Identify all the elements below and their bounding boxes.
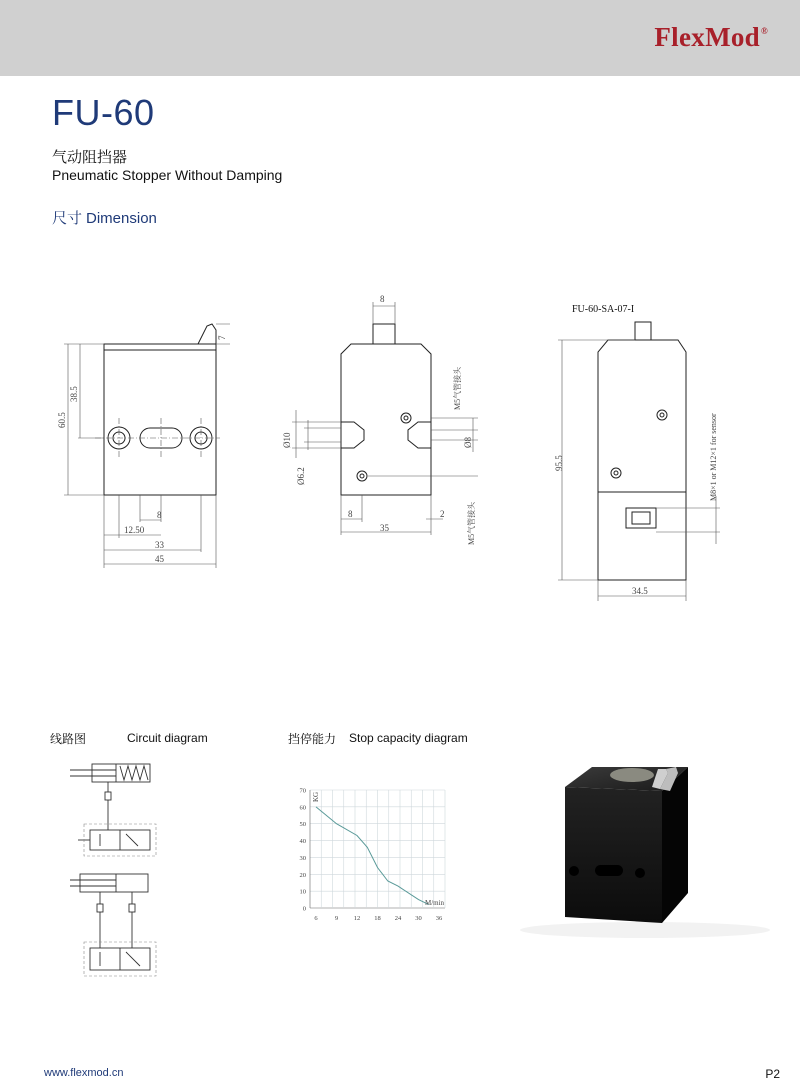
x-tick-label: 9 bbox=[334, 915, 339, 922]
side-view-drawing bbox=[278, 290, 488, 550]
y-tick-label: 20 bbox=[299, 871, 306, 879]
y-axis-label: KG bbox=[312, 791, 320, 802]
y-tick-label: 30 bbox=[299, 854, 306, 862]
dim-label: 34.5 bbox=[632, 586, 648, 596]
y-tick-label: 40 bbox=[299, 838, 306, 846]
dim-label: 8 bbox=[348, 509, 353, 519]
x-axis-label: M/min bbox=[425, 899, 445, 907]
x-tick-label: 18 bbox=[374, 915, 381, 922]
stop-capacity-chart bbox=[280, 780, 465, 925]
page-number: P2 bbox=[765, 1067, 780, 1081]
dim-label: M5气管接头 bbox=[467, 501, 476, 545]
dim-label: Ø8 bbox=[463, 437, 473, 448]
product-model: FU-60 bbox=[52, 92, 155, 133]
dimension-title bbox=[52, 207, 161, 228]
front-view-drawing bbox=[50, 310, 230, 575]
dimension-title-en: Dimension bbox=[86, 210, 157, 227]
header-bar bbox=[0, 0, 800, 76]
brand-logo: FlexMod® bbox=[654, 22, 768, 52]
x-tick-label: 30 bbox=[415, 915, 422, 922]
footer-url[interactable]: www.flexmod.cn bbox=[44, 1067, 124, 1079]
capacity-title-en: Stop capacity diagram bbox=[349, 731, 468, 745]
sensor-view-drawing bbox=[548, 296, 748, 606]
circuit-diagram bbox=[60, 752, 170, 982]
dim-label: 38.5 bbox=[69, 386, 79, 402]
x-tick-label: 24 bbox=[394, 915, 402, 922]
dim-label: 35 bbox=[380, 523, 389, 533]
dim-label: Ø6.2 bbox=[296, 467, 306, 485]
dim-label: M8×1 or M12×1 for sensor bbox=[709, 413, 718, 501]
dim-label: 12.50 bbox=[124, 525, 145, 535]
x-tick-label: 36 bbox=[435, 915, 443, 922]
circuit-title-cn: 线路图 bbox=[50, 732, 87, 746]
chart-grid bbox=[310, 790, 445, 908]
y-tick-label: 10 bbox=[299, 888, 306, 896]
dim-label: 33 bbox=[155, 540, 164, 550]
dim-label: 8 bbox=[157, 510, 162, 520]
dim-label: 95.5 bbox=[554, 455, 564, 471]
dimension-title-cn: 尺寸 bbox=[52, 210, 83, 227]
product-image bbox=[510, 745, 780, 940]
product-name-en: Pneumatic Stopper Without Damping bbox=[52, 167, 283, 183]
dim-label: 45 bbox=[155, 554, 164, 564]
sensor-view-label: FU-60-SA-07-I bbox=[572, 304, 635, 315]
x-tick-label: 6 bbox=[314, 915, 318, 922]
y-tick-label: 0 bbox=[302, 905, 306, 913]
product-name-cn: 气动阻挡器 bbox=[52, 148, 128, 166]
y-tick-label: 50 bbox=[299, 821, 306, 829]
circuit-title-en: Circuit diagram bbox=[127, 731, 208, 745]
dim-label: 60.5 bbox=[57, 412, 67, 428]
dim-label: 8 bbox=[380, 294, 385, 304]
capacity-title-cn: 挡停能力 bbox=[288, 732, 337, 746]
capacity-curve bbox=[316, 807, 429, 905]
x-tick-label: 12 bbox=[353, 915, 361, 922]
y-tick-label: 70 bbox=[299, 787, 306, 795]
dim-label: 2 bbox=[440, 509, 445, 519]
dim-label: M5气管接头 bbox=[453, 366, 462, 410]
y-tick-label: 60 bbox=[299, 804, 306, 812]
dim-label: Ø10 bbox=[282, 432, 292, 448]
dim-label: 7 bbox=[217, 335, 227, 340]
